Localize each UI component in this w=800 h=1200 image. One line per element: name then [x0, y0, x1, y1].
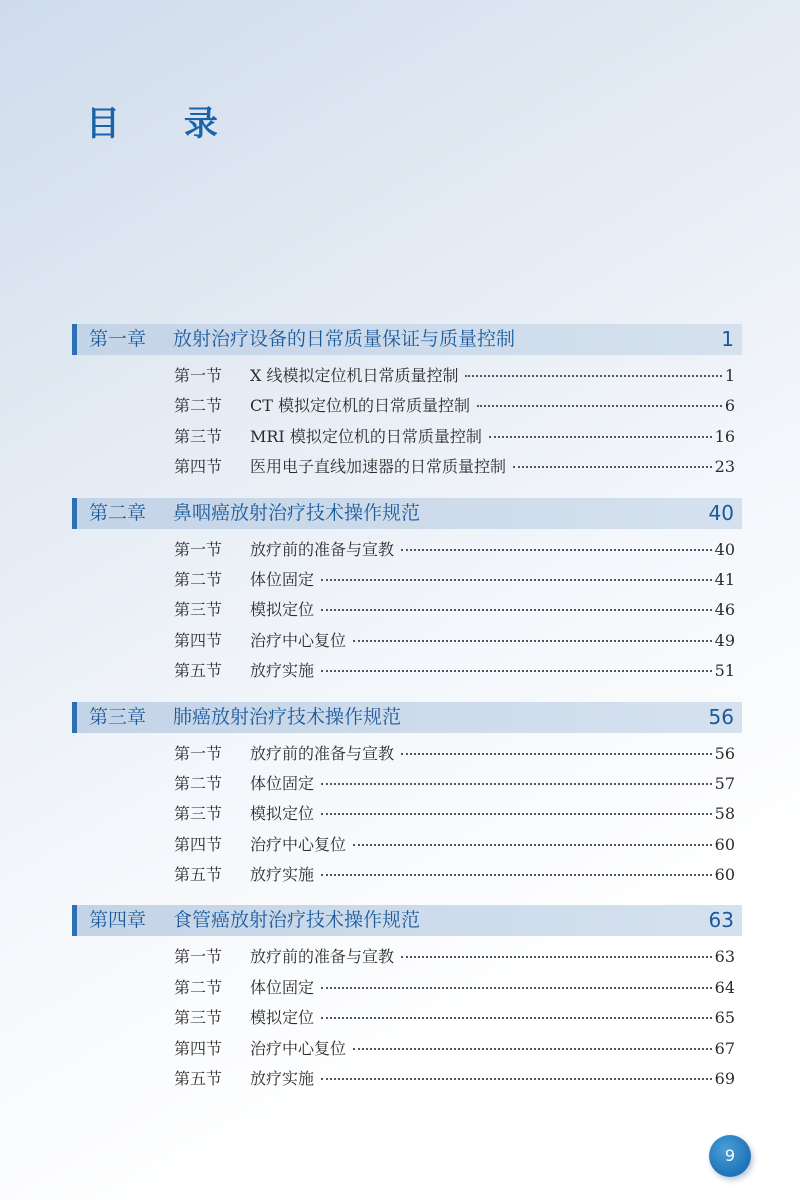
section-title: 治疗中心复位 — [250, 834, 347, 854]
dot-leader — [321, 1077, 712, 1080]
section-number: 第四节 — [174, 457, 223, 477]
dot-leader — [321, 782, 712, 785]
section-number: 第五节 — [174, 1069, 223, 1089]
section-page-number: 49 — [714, 630, 735, 650]
section-number: 第一节 — [174, 743, 223, 763]
page-title: 目 录 — [86, 104, 244, 144]
dot-leader — [353, 1047, 712, 1050]
dot-leader — [321, 1016, 712, 1019]
section-list — [0, 361, 800, 483]
section-title: 医用电子直线加速器的日常质量控制 — [250, 457, 507, 477]
toc-section-entry[interactable] — [174, 973, 735, 1003]
dot-leader — [321, 608, 712, 611]
section-page-number: 64 — [714, 977, 735, 997]
toc-section-entry[interactable] — [174, 769, 735, 799]
toc-chapter — [0, 498, 800, 687]
chapter-page-number: 1 — [721, 327, 734, 351]
table-of-contents — [0, 324, 800, 1109]
section-title: 放疗前的准备与宣教 — [250, 947, 395, 967]
dot-leader — [477, 404, 722, 407]
toc-section-entry[interactable] — [174, 656, 735, 686]
section-title: X 线模拟定位机日常质量控制 — [250, 366, 459, 385]
section-number: 第二节 — [174, 569, 223, 589]
section-title: 模拟定位 — [250, 804, 315, 824]
section-title: 放疗实施 — [250, 1069, 315, 1089]
chapter-page-number: 56 — [708, 704, 734, 729]
section-title: 治疗中心复位 — [250, 1038, 347, 1058]
chapter-title: 食管癌放射治疗技术操作规范 — [173, 909, 421, 932]
toc-section-entry[interactable] — [174, 739, 735, 769]
chapter-number: 第三章 — [89, 705, 147, 728]
toc-chapter — [0, 324, 800, 483]
dot-leader — [489, 435, 712, 438]
section-list — [0, 942, 800, 1094]
section-list — [0, 535, 800, 687]
dot-leader — [401, 955, 712, 958]
section-page-number: 56 — [714, 743, 735, 763]
section-number: 第三节 — [174, 600, 223, 620]
toc-section-entry[interactable] — [174, 565, 735, 595]
toc-chapter — [0, 702, 800, 891]
section-title: CT 模拟定位机的日常质量控制 — [250, 396, 471, 416]
chapter-number: 第四章 — [89, 909, 147, 932]
page-number-badge: 9 — [709, 1135, 751, 1177]
toc-section-entry[interactable] — [174, 860, 735, 890]
section-page-number: 46 — [714, 600, 735, 620]
dot-leader — [465, 374, 721, 377]
section-page-number: 65 — [714, 1008, 735, 1028]
section-number: 第一节 — [174, 366, 223, 385]
toc-section-entry[interactable] — [174, 535, 735, 565]
section-number: 第五节 — [174, 661, 223, 681]
section-page-number: 67 — [714, 1038, 735, 1058]
dot-leader — [321, 669, 712, 672]
section-number: 第一节 — [174, 539, 223, 559]
dot-leader — [321, 873, 712, 876]
section-title: 放疗前的准备与宣教 — [250, 539, 395, 559]
toc-section-entry[interactable] — [174, 1003, 735, 1033]
section-title: 放疗实施 — [250, 661, 315, 681]
toc-section-entry[interactable] — [174, 942, 735, 972]
chapter-header[interactable] — [72, 324, 742, 355]
section-page-number: 23 — [714, 457, 735, 477]
section-list — [0, 739, 800, 891]
section-page-number: 69 — [714, 1069, 735, 1089]
section-number: 第五节 — [174, 865, 223, 885]
section-number: 第四节 — [174, 1038, 223, 1058]
chapter-title: 放射治疗设备的日常质量保证与质量控制 — [173, 328, 516, 350]
toc-section-entry[interactable] — [174, 1064, 735, 1094]
section-number: 第四节 — [174, 834, 223, 854]
dot-leader — [321, 986, 712, 989]
section-page-number: 60 — [714, 865, 735, 885]
chapter-page-number: 40 — [708, 500, 734, 525]
chapter-number: 第二章 — [89, 501, 147, 524]
toc-section-entry[interactable] — [174, 361, 735, 391]
section-page-number: 57 — [714, 773, 735, 793]
section-number: 第三节 — [174, 1008, 223, 1028]
section-page-number: 58 — [714, 804, 735, 824]
dot-leader — [353, 843, 712, 846]
section-page-number: 6 — [724, 396, 735, 416]
section-number: 第四节 — [174, 630, 223, 650]
section-page-number: 16 — [714, 426, 735, 446]
toc-section-entry[interactable] — [174, 1034, 735, 1064]
toc-section-entry[interactable] — [174, 452, 735, 482]
toc-section-entry[interactable] — [174, 830, 735, 860]
dot-leader — [401, 548, 712, 551]
toc-section-entry[interactable] — [174, 626, 735, 656]
section-title: 放疗前的准备与宣教 — [250, 743, 395, 763]
section-number: 第二节 — [174, 977, 223, 997]
dot-leader — [401, 752, 712, 755]
chapter-header[interactable] — [72, 702, 742, 733]
section-page-number: 60 — [714, 834, 735, 854]
dot-leader — [353, 639, 712, 642]
section-title: 体位固定 — [250, 977, 315, 997]
dot-leader — [321, 578, 712, 581]
section-title: 放疗实施 — [250, 865, 315, 885]
toc-section-entry[interactable] — [174, 422, 735, 452]
chapter-title: 肺癌放射治疗技术操作规范 — [173, 705, 402, 728]
chapter-header[interactable] — [72, 498, 742, 529]
chapter-title: 鼻咽癌放射治疗技术操作规范 — [173, 501, 421, 524]
section-title: 治疗中心复位 — [250, 630, 347, 650]
toc-section-entry[interactable] — [174, 799, 735, 829]
toc-chapter — [0, 905, 800, 1094]
section-title: 体位固定 — [250, 773, 315, 793]
section-number: 第二节 — [174, 773, 223, 793]
section-page-number: 51 — [714, 661, 735, 681]
section-number: 第一节 — [174, 947, 223, 967]
section-title: 体位固定 — [250, 569, 315, 589]
section-page-number: 63 — [714, 947, 735, 967]
chapter-page-number: 63 — [708, 908, 734, 933]
toc-section-entry[interactable] — [174, 391, 735, 421]
chapter-header[interactable] — [72, 905, 742, 936]
section-title: 模拟定位 — [250, 1008, 315, 1028]
toc-section-entry[interactable] — [174, 595, 735, 625]
section-page-number: 41 — [714, 569, 735, 589]
section-page-number: 1 — [724, 366, 735, 385]
dot-leader — [513, 465, 712, 468]
section-number: 第二节 — [174, 396, 223, 416]
section-page-number: 40 — [714, 539, 735, 559]
chapter-number: 第一章 — [89, 328, 147, 350]
section-title: 模拟定位 — [250, 600, 315, 620]
section-title: MRI 模拟定位机的日常质量控制 — [250, 426, 482, 446]
section-number: 第三节 — [174, 804, 223, 824]
section-number: 第三节 — [174, 426, 223, 446]
dot-leader — [321, 812, 712, 815]
